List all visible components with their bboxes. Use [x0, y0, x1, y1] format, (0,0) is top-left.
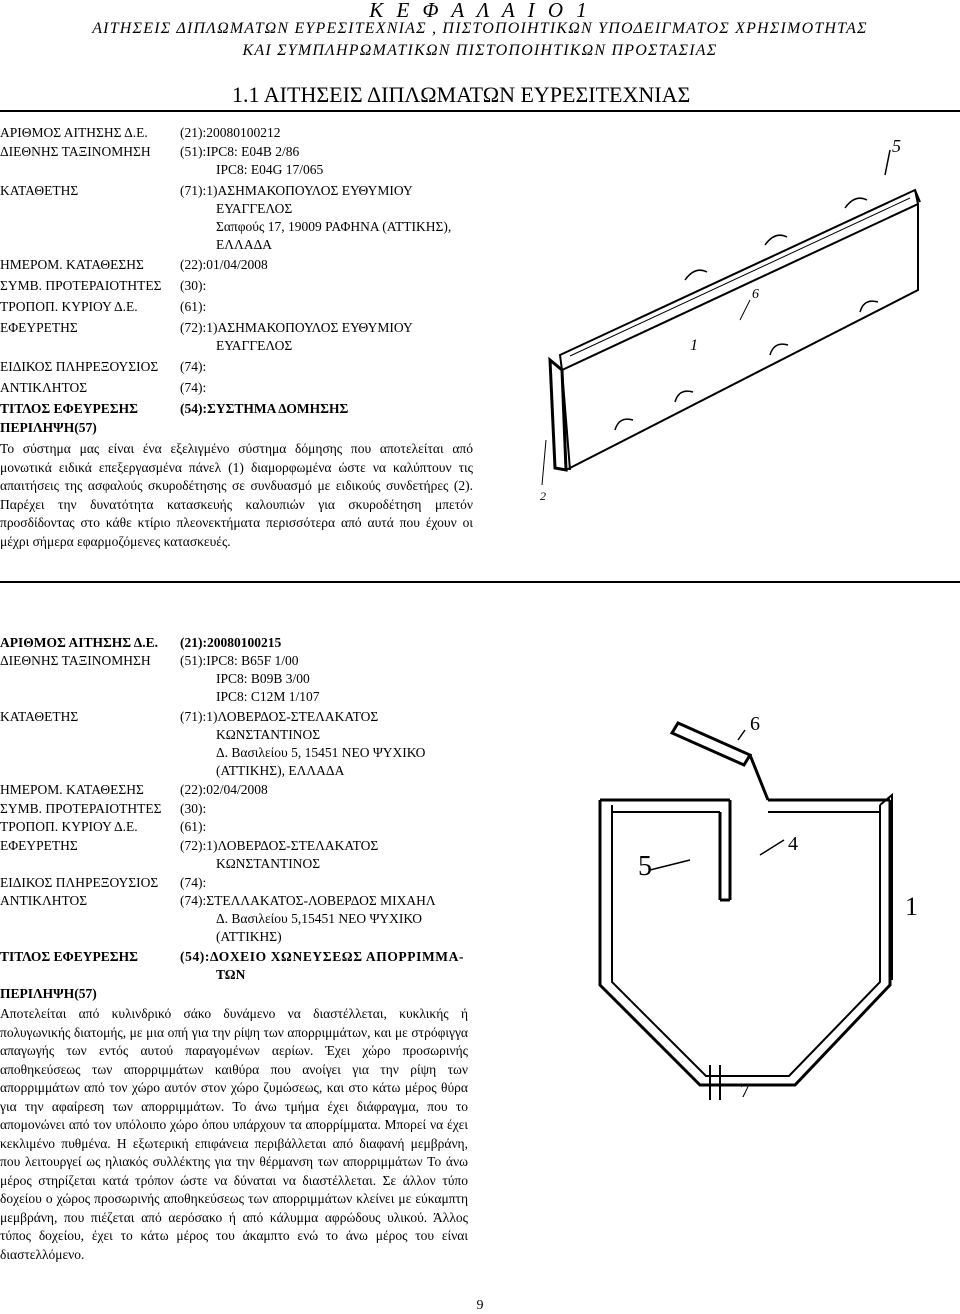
figure-label-6: 6	[752, 287, 759, 302]
applicant-address: Σαπφούς 17, 19009 ΡΑΦΗΝΑ (ΑΤΤΙΚΗΣ),	[216, 219, 452, 234]
title-label: ΤΙΤΛΟΣ ΕΦΕΥΡΕΣΗΣ	[0, 401, 138, 416]
figure-label-1: 1	[690, 337, 698, 354]
filing-date: (22):02/04/2008	[180, 782, 268, 797]
inventor: (72):1)ΑΣΗΜΑΚΟΠΟΥΛΟΣ ΕΥΘΥΜΙΟΥ	[180, 320, 413, 335]
representative: (74):	[180, 380, 207, 395]
inventor: (72):1)ΛΟΒΕΡΔΟΣ-ΣΤΕΛΑΚΑΤΟΣ	[180, 838, 379, 853]
abstract-text: Αποτελείται από κυλινδρικό σάκο δυνάμενο να διαστέλλεται, κυκλικής ή πολυγωνικής διατομής, με μια οπή για την ρίψη των απορριμμάτων, και με στρόφιγγα απαγωγής των εντός αυτού παραγομένων αερίων. Έχει χώρο προσωρινής αποθηκεύσεως των απορριμμάτων καιθύρα που ανοίγει για την ρίψη των απορριμμάτων από τον χώρο αυτόν στον χώρο ζυμώσεως, και στο κάτω μέρος θύρα για την αφαίρεση των απορριμμάτων. Το άνω τμήμα έχει διάφραγμα, που το απομονώνει από τον υπόλοιπο χώρο όπου υπάρχουν τα απορρίμματα. Μπορεί να έχει κεκλιμένο πυθμένα. Η εξωτερική επιφάνεια περιβάλλεται από διαφανή μεμβράνη, που λειτουργεί ως ηλιακός συλλέκτης για την θέρμανση των απορριμμάτων Το άνω μέρος στηρίζεται κατά τρόπον ώστε να δύναται να διαστέλλεται. Σε άλλον τύπο δοχείου ο χώρος προσωρινής αποθηκεύσεως των απορριμμάτων κλείνει με εύκαμπτη μεμβράνη, που πιέζεται από αερόσακο ή από κάλυμμα αφρώδους υλικού. Άλλος τύπος δοχείου, έχει το κάτω μέρος του άκαμπτο ενώ το άνω μέρος του είναι διαστελλόμενο.	[0, 1006, 468, 1262]
figure-container-drawing	[560, 700, 950, 1100]
applicant: (71):1)ΑΣΗΜΑΚΟΠΟΥΛΟΣ ΕΥΘΥΜΙΟΥ	[180, 183, 413, 198]
section-heading: 1.1 ΑΙΤΗΣΕΙΣ ΔΙΠΛΩΜΑΤΩΝ ΕΥΡΕΣΙΤΕΧΝΙΑΣ	[232, 82, 691, 107]
representative-address: Δ. Βασιλείου 5,15451 ΝΕΟ ΨΥΧΙΚΟ	[216, 911, 422, 926]
ipc-code: (51):IPC8: B65F 1/00	[180, 653, 299, 668]
applicant: ΕΥΑΓΓΕΛΟΣ	[216, 201, 293, 216]
rep-label: ΑΝΤΙΚΛΗΤΟΣ	[0, 380, 88, 395]
applicant-address: Δ. Βασιλείου 5, 15451 ΝΕΟ ΨΥΧΙΚΟ	[216, 745, 426, 760]
figure-label-6: 6	[750, 713, 760, 735]
inventor-label: ΕΦΕΥΡΕΤΗΣ	[0, 320, 78, 335]
applicant-country: (ΑΤΤΙΚΗΣ), ΕΛΛΑΔΑ	[216, 763, 345, 778]
applicant-country: ΕΛΛΑΔΑ	[216, 237, 273, 252]
inventor: ΚΩΝΣΤΑΝΤΙΝΟΣ	[216, 856, 321, 871]
figure-label-4: 4	[788, 833, 798, 855]
representative: (74):ΣΤΕΛΛΑΚΑΤΟΣ-ΛΟΒΕΡΔΟΣ ΜΙΧΑΗΛ	[180, 893, 436, 908]
app-number: (21):20080100212	[180, 125, 281, 140]
figure-label-5: 5	[638, 851, 652, 882]
agent-label: ΕΙΔΙΚΟΣ ΠΛΗΡΕΞΟΥΣΙΟΣ	[0, 359, 159, 374]
filing-date: (22):01/04/2008	[180, 257, 268, 272]
agent-label: ΕΙΔΙΚΟΣ ΠΛΗΡΕΞΟΥΣΙΟΣ	[0, 875, 159, 890]
chapter-subtitle-line2: ΚΑΙ ΣΥΜΠΛΗΡΩΜΑΤΙΚΩΝ ΠΙΣΤΟΠΟΙΗΤΙΚΩΝ ΠΡΟΣΤΑΣΙΑΣ	[242, 42, 718, 59]
section-divider	[0, 110, 960, 112]
title-label: ΤΙΤΛΟΣ ΕΦΕΥΡΕΣΗΣ	[0, 949, 138, 964]
ipc-label: ΔΙΕΘΝΗΣ ΤΑΞΙΝΟΜΗΣΗ	[0, 144, 151, 159]
agent: (74):	[180, 875, 207, 890]
ipc-code: IPC8: E04G 17/065	[216, 162, 324, 177]
agent: (74):	[180, 359, 207, 374]
amend: (61):	[180, 819, 207, 834]
applicant-label: ΚΑΤΑΘΕΤΗΣ	[0, 183, 79, 198]
priority: (30):	[180, 801, 207, 816]
abstract-text: Το σύστημα μας είναι ένα εξελιγμένο σύστημα δόμησης που αποτελείται από μονωτικά ειδικά επεξεργασμένα πάνελ (1) διαμορφωμένα ώστε να καλύπτουν τις απαιτήσεις της ασφαλούς σκυροδέτησης σε συνδυασμό με ειδικούς συνδετήρες (2). Παρέχει την δυνατότητα κατασκευής καλουπιών για σκυροδέτηση μπετόν προσδίδοντας στο κάθε κτίριο πλεονεκτήματα περισσότερα από αυτά που έχουν οι μέχρι σήμερα εφαρμοζόμενες κατασκευές.	[0, 441, 473, 549]
invention-title-cont: ΤΩΝ	[216, 967, 246, 982]
figure-label-7: 7	[740, 1080, 750, 1100]
abstract-label: ΠΕΡΙΛΗΨΗ(57)	[0, 420, 97, 435]
amend-label: ΤΡΟΠΟΠ. ΚΥΡΙΟΥ Δ.Ε.	[0, 819, 138, 834]
page-number: 9	[476, 1298, 484, 1313]
figure-label-2: 2	[540, 489, 546, 503]
date-label: ΗΜΕΡΟΜ. ΚΑΤΑΘΕΣΗΣ	[0, 782, 144, 797]
representative-region: (ΑΤΤΙΚΗΣ)	[216, 929, 282, 944]
applicant: (71):1)ΛΟΒΕΡΔΟΣ-ΣΤΕΛΑΚΑΤΟΣ	[180, 709, 379, 724]
abstract-label: ΠΕΡΙΛΗΨΗ(57)	[0, 986, 97, 1001]
rep-label: ΑΝΤΙΚΛΗΤΟΣ	[0, 893, 88, 908]
amend-label: ΤΡΟΠΟΠ. ΚΥΡΙΟΥ Δ.Ε.	[0, 299, 138, 314]
figure-label-5: 5	[892, 140, 901, 156]
ipc-code: (51):IPC8: E04B 2/86	[180, 144, 300, 159]
date-label: ΗΜΕΡΟΜ. ΚΑΤΑΘΕΣΗΣ	[0, 257, 144, 272]
chapter-title: Κ Ε Φ Α Λ Α Ι Ο 1	[369, 0, 591, 22]
ipc-code: IPC8: C12M 1/107	[216, 689, 320, 704]
app-number: (21):20080100215	[180, 635, 282, 650]
record-divider	[0, 581, 960, 583]
invention-title: (54):ΣΥΣΤΗΜΑ ΔΟΜΗΣΗΣ	[180, 401, 349, 416]
ipc-code: IPC8: B09B 3/00	[216, 671, 310, 686]
chapter-subtitle-line1: ΑΙΤΗΣΕΙΣ ΔΙΠΛΩΜΑΤΩΝ ΕΥΡΕΣΙΤΕΧΝΙΑΣ , ΠΙΣΤΟΠΟΙΗΤΙΚΩΝ ΥΠΟΔΕΙΓΜΑΤΟΣ ΧΡΗΣΙΜΟΤΗΤΑΣ	[92, 20, 868, 37]
figure-label-1: 1	[905, 892, 918, 921]
figure-panel-drawing	[540, 140, 940, 510]
inventor-label: ΕΦΕΥΡΕΤΗΣ	[0, 838, 78, 853]
amend: (61):	[180, 299, 207, 314]
applicant: ΚΩΝΣΤΑΝΤΙΝΟΣ	[216, 727, 321, 742]
ipc-label: ΔΙΕΘΝΗΣ ΤΑΞΙΝΟΜΗΣΗ	[0, 653, 151, 668]
app-number-label: ΑΡΙΘΜΟΣ ΑΙΤΗΣΗΣ Δ.Ε.	[0, 125, 148, 140]
invention-title: (54):ΔΟΧΕΙΟ ΧΩΝΕΥΣΕΩΣ ΑΠΟΡΡΙΜΜΑ-	[180, 949, 465, 964]
priority-label: ΣΥΜΒ. ΠΡΟΤΕΡΑΙΟΤΗΤΕΣ	[0, 278, 162, 293]
priority: (30):	[180, 278, 207, 293]
priority-label: ΣΥΜΒ. ΠΡΟΤΕΡΑΙΟΤΗΤΕΣ	[0, 801, 162, 816]
applicant-label: ΚΑΤΑΘΕΤΗΣ	[0, 709, 79, 724]
app-number-label: ΑΡΙΘΜΟΣ ΑΙΤΗΣΗΣ Δ.Ε.	[0, 635, 158, 650]
inventor: ΕΥΑΓΓΕΛΟΣ	[216, 338, 293, 353]
